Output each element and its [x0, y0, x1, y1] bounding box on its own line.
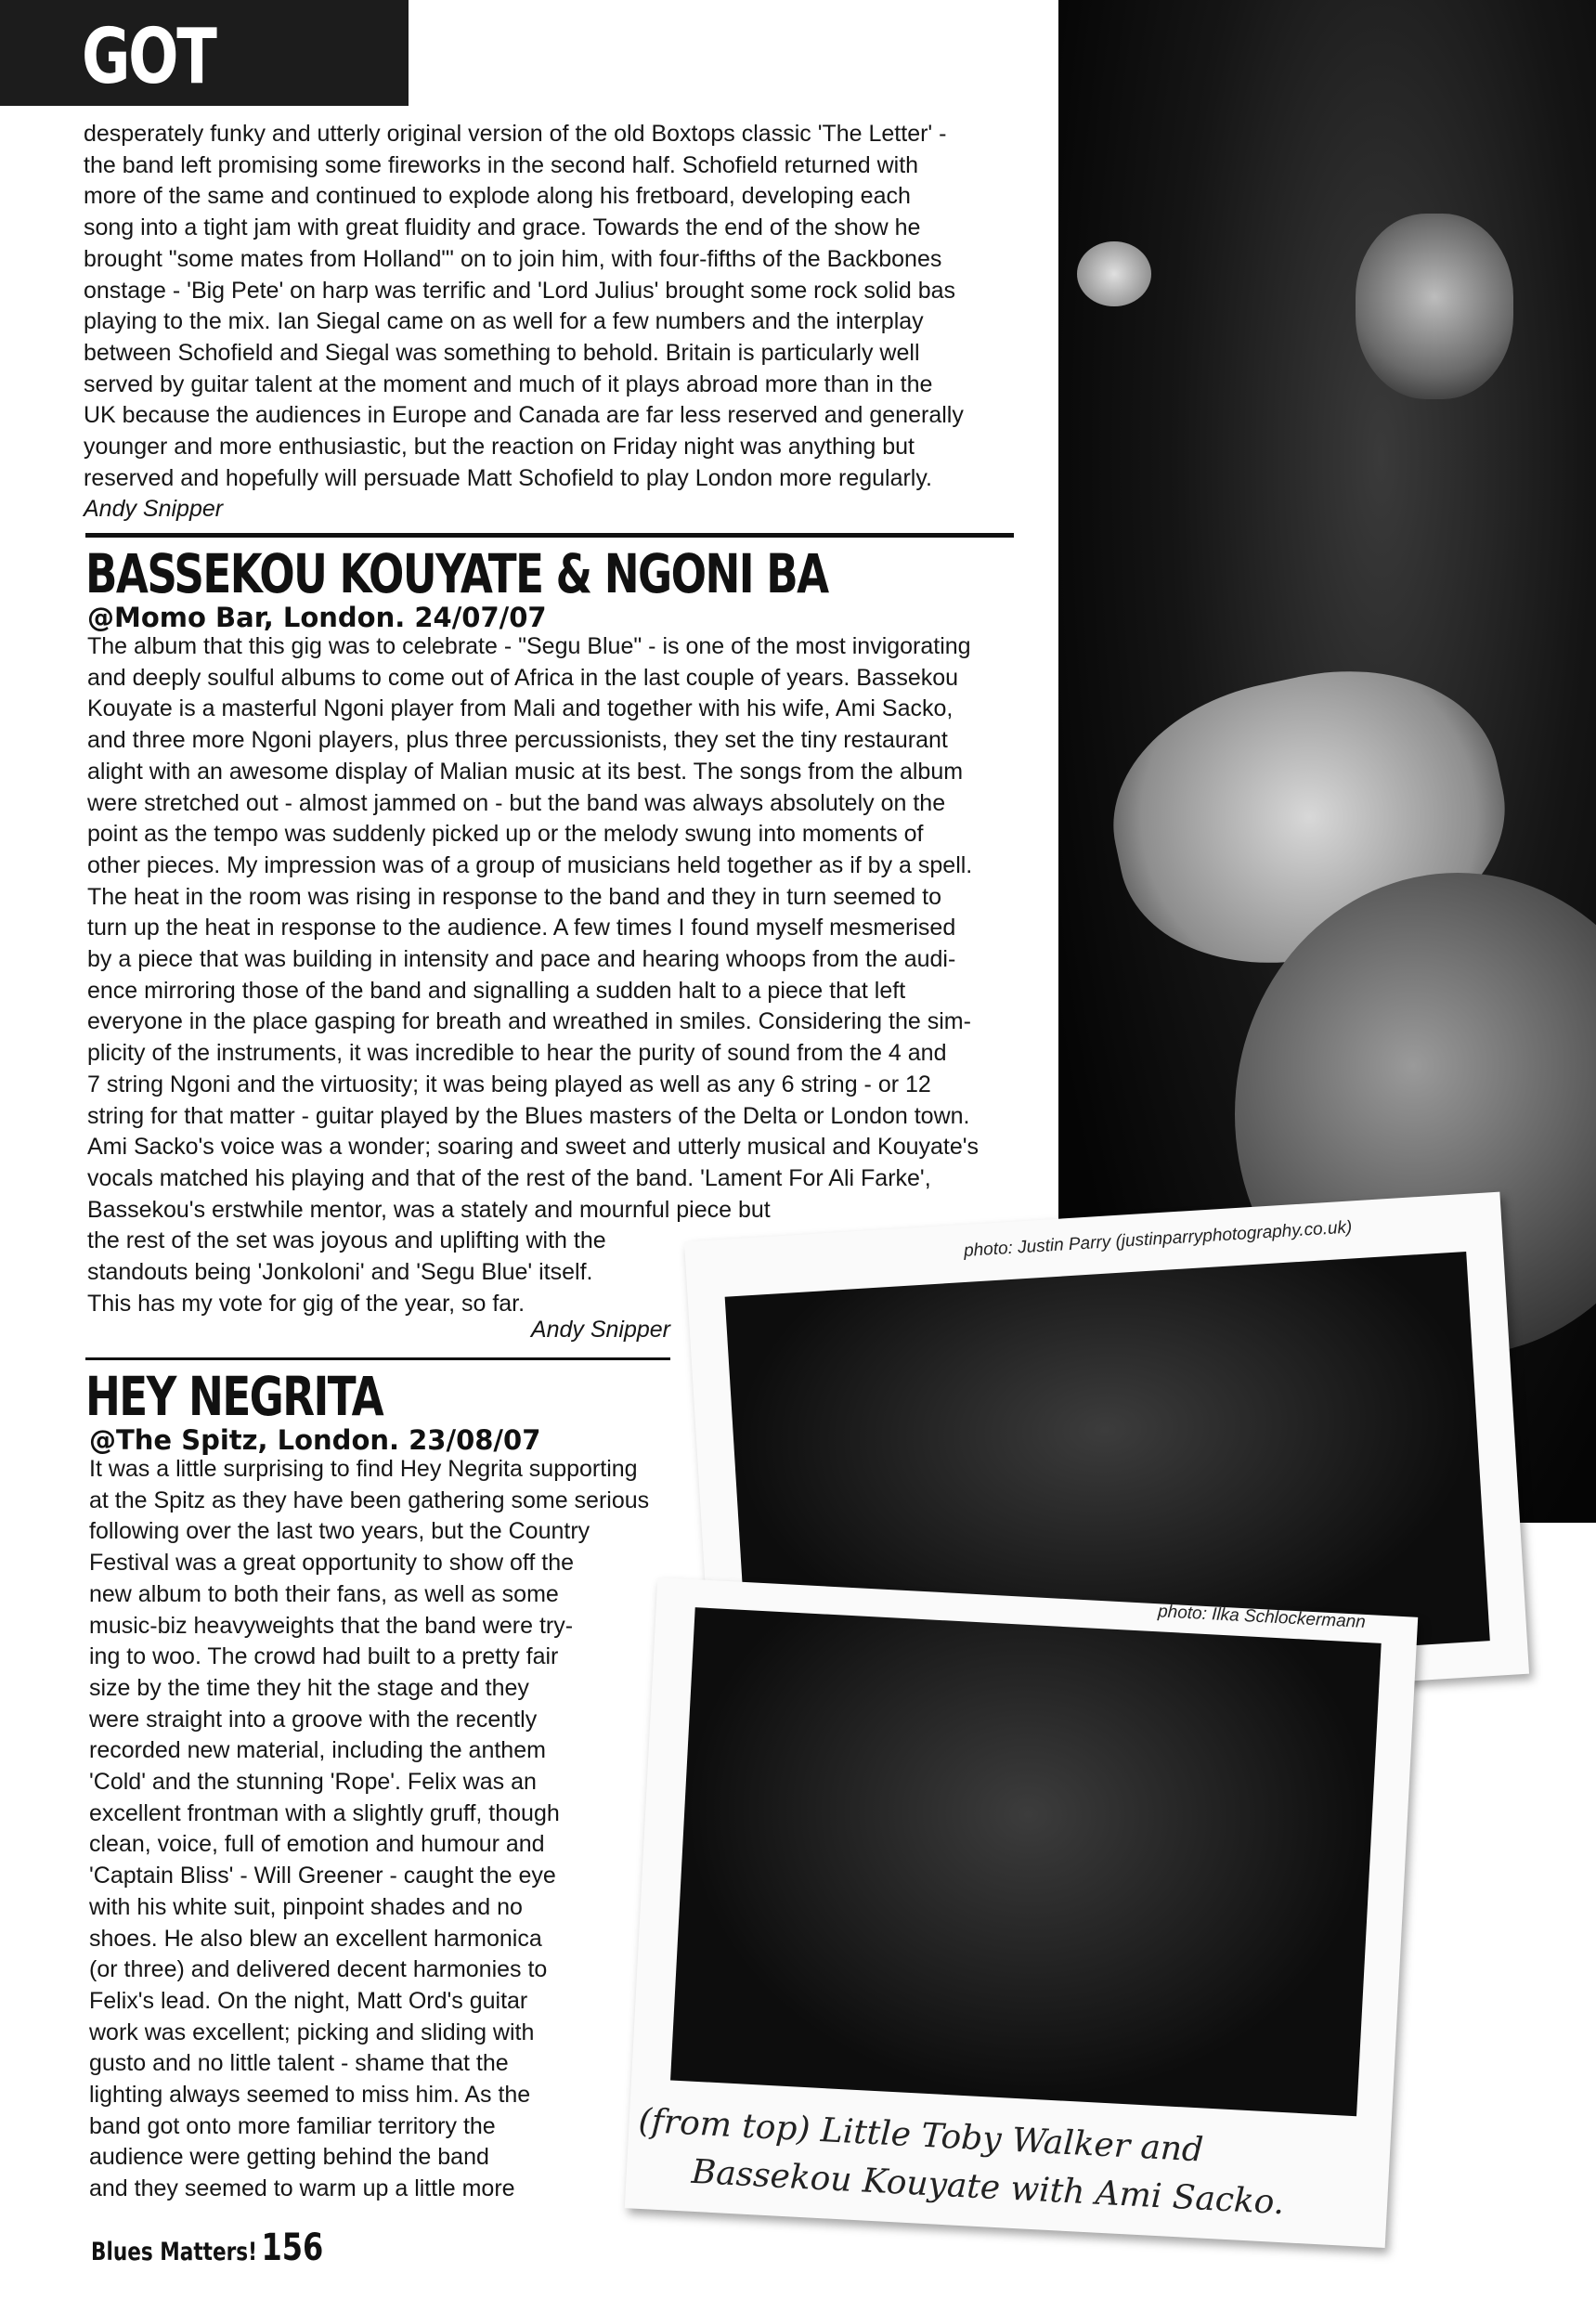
photo-bassekou-kouyate — [670, 1607, 1382, 2116]
text-line: 'Cold' and the stunning 'Rope'. Felix was an — [89, 1769, 537, 1796]
review2-venue: @Momo Bar, London. 24/07/07 — [87, 602, 547, 633]
text-line: younger and more enthusiastic, but the reaction on Friday night was anything but — [84, 434, 915, 461]
review3-venue: @The Spitz, London. 23/08/07 — [89, 1424, 541, 1456]
text-line: the rest of the set was joyous and uplifting with the — [87, 1227, 606, 1254]
text-line: with his white suit, pinpoint shades and no — [89, 1893, 523, 1920]
review2-byline: Andy Snipper — [530, 1317, 670, 1343]
page-number: 156 — [261, 2227, 324, 2269]
section-divider — [85, 1357, 670, 1360]
text-line: were stretched out - almost jammed on - but the band was always absolutely on the — [87, 789, 946, 816]
text-line: turn up the heat in response to the audience. A few times I found myself mesmerised — [87, 915, 956, 941]
text-line: following over the last two years, but the Country — [89, 1518, 590, 1545]
text-line: Kouyate is a masterful Ngoni player from Mali and together with his wife, Ami Sacko, — [87, 695, 954, 722]
text-line: onstage - 'Big Pete' on harp was terrific and 'Lord Julius' brought some rock solid bas — [84, 277, 956, 304]
review1-body — [84, 119, 1021, 526]
text-line: gusto and no little talent - shame that the — [89, 2050, 509, 2077]
caption-line: (from top) Little Toby Walker and — [637, 2101, 1205, 2170]
text-line: were straight into a groove with the recently — [89, 1706, 538, 1733]
photo-polaroid-bottom — [625, 1577, 1418, 2248]
text-line: It was a little surprising to find Hey Negrita supporting — [89, 1456, 638, 1482]
text-line: at the Spitz as they have been gathering some serious — [89, 1487, 650, 1513]
text-line: 'Captain Bliss' - Will Greener - caught the eye — [89, 1863, 556, 1889]
text-line: new album to both their fans, as well as some — [89, 1580, 559, 1607]
text-line: (or three) and delivered decent harmonies to — [89, 1956, 548, 1983]
text-line: audience were getting behind the band — [89, 2144, 489, 2171]
text-line: more of the same and continued to explode along his fretboard, developing each — [84, 183, 911, 210]
photo-caption — [635, 2097, 1289, 2227]
text-line: between Schofield and Siegal was something to behold. Britain is particularly well — [84, 339, 920, 366]
text-line: The heat in the room was rising in response to the band and they in turn seemed to — [87, 883, 941, 910]
text-line: string for that matter - guitar played by the Blues masters of the Delta or London town. — [87, 1102, 970, 1129]
text-line: music-biz heavyweights that the band were try- — [89, 1612, 574, 1639]
text-line: Ami Sacko's voice was a wonder; soaring and sweet and utterly musical and Kouyate's — [87, 1134, 980, 1161]
text-line: This has my vote for gig of the year, so far. — [87, 1290, 526, 1317]
text-line: Festival was a great opportunity to show off the — [89, 1550, 575, 1577]
text-line: other pieces. My impression was of a group of musicians held together as if by a spell. — [87, 851, 973, 878]
text-line: size by the time they hit the stage and they — [89, 1674, 529, 1701]
text-line: alight with an awesome display of Malian music at its best. The songs from the album — [87, 758, 964, 785]
text-line: plicity of the instruments, it was incredible to hear the purity of sound from the 4 and — [87, 1040, 947, 1067]
text-line: song into a tight jam with great fluidity and grace. Towards the end of the show he — [84, 214, 921, 241]
text-line: vocals matched his playing and that of the rest of the band. 'Lament For Ali Farke', — [87, 1164, 931, 1191]
text-line: served by guitar talent at the moment and much of it plays abroad more than in the — [84, 370, 933, 397]
text-line: ing to woo. The crowd had built to a pretty fair — [89, 1643, 559, 1670]
photo-credit-2: photo: Ilka Schlockermann — [1157, 1602, 1367, 1632]
text-line: everyone in the place gasping for breath and wreathed in smiles. Considering the sim- — [87, 1008, 971, 1035]
text-line: by a piece that was building in intensity and pace and hearing whoops from the audi- — [87, 946, 956, 973]
review2-body — [87, 631, 1025, 1319]
review2-title: BASSEKOU KOUYATE & NGONI BA — [85, 542, 828, 605]
section-divider — [85, 533, 1014, 538]
text-line: work was excellent; picking and sliding with — [89, 2019, 535, 2045]
photo-credit-1: photo: Justin Parry (justinparryphotography.co.uk) — [963, 1217, 1353, 1261]
text-line: UK because the audiences in Europe and Canada are far less reserved and generally — [84, 402, 964, 429]
text-line: the band left promising some fireworks in the second half. Schofield returned with — [84, 151, 919, 178]
text-line: standouts being 'Jonkoloni' and 'Segu Blue' itself. — [87, 1259, 593, 1286]
text-line: point as the tempo was suddenly picked up or the melody swung into moments of — [87, 821, 924, 848]
text-line: band got onto more familiar territory the — [89, 2112, 496, 2139]
text-line: The album that this gig was to celebrate - "Segu Blue" - is one of the most invigorating — [87, 633, 971, 659]
text-line: playing to the mix. Ian Siegal came on as well for a few numbers and the interplay — [84, 308, 924, 335]
text-line: 7 string Ngoni and the virtuosity; it was being played as well as any 6 string - or 12 — [87, 1071, 931, 1097]
section-tab — [0, 0, 409, 189]
text-line: brought "some mates from Holland"' on to join him, with four-fifths of the Backbones — [84, 245, 942, 272]
text-line: and deeply soulful albums to come out of Africa in the last couple of years. Bassekou — [87, 664, 959, 691]
performer-face-shape — [1356, 214, 1513, 399]
caption-line: Bassekou Kouyate with Ami Sacko. — [690, 2152, 1286, 2223]
text-line: excellent frontman with a slightly gruff, though — [89, 1799, 560, 1826]
section-title: GOT LIVE — [82, 13, 220, 189]
text-line: and they seemed to warm up a little more — [89, 2175, 515, 2202]
review3-title: HEY NEGRITA — [85, 1365, 383, 1428]
text-line: ence mirroring those of the band and signalling a sudden halt to a piece that left — [87, 977, 906, 1004]
text-line: recorded new material, including the anthem — [89, 1737, 546, 1764]
text-line: and three more Ngoni players, plus three percussionists, they set the tiny restaurant — [87, 727, 948, 754]
text-line: clean, voice, full of emotion and humour and — [89, 1831, 545, 1858]
review1-byline: Andy Snipper — [84, 496, 224, 523]
text-line: shoes. He also blew an excellent harmonica — [89, 1925, 542, 1952]
text-line: Felix's lead. On the night, Matt Ord's guitar — [89, 1987, 528, 2014]
publication-name: Blues Matters! — [91, 2238, 258, 2266]
microphone-shape — [1077, 241, 1151, 306]
page-footer — [91, 2227, 323, 2269]
text-line: lighting always seemed to miss him. As the — [89, 2082, 531, 2109]
text-line: reserved and hopefully will persuade Matt Schofield to play London more regularly. — [84, 464, 932, 491]
review1-lines — [84, 119, 1021, 494]
review3-body — [89, 1454, 683, 2205]
text-line: desperately funky and utterly original version of the old Boxtops classic 'The Letter' - — [84, 121, 947, 147]
text-line: Bassekou's erstwhile mentor, was a stately and mournful piece but — [87, 1196, 771, 1223]
